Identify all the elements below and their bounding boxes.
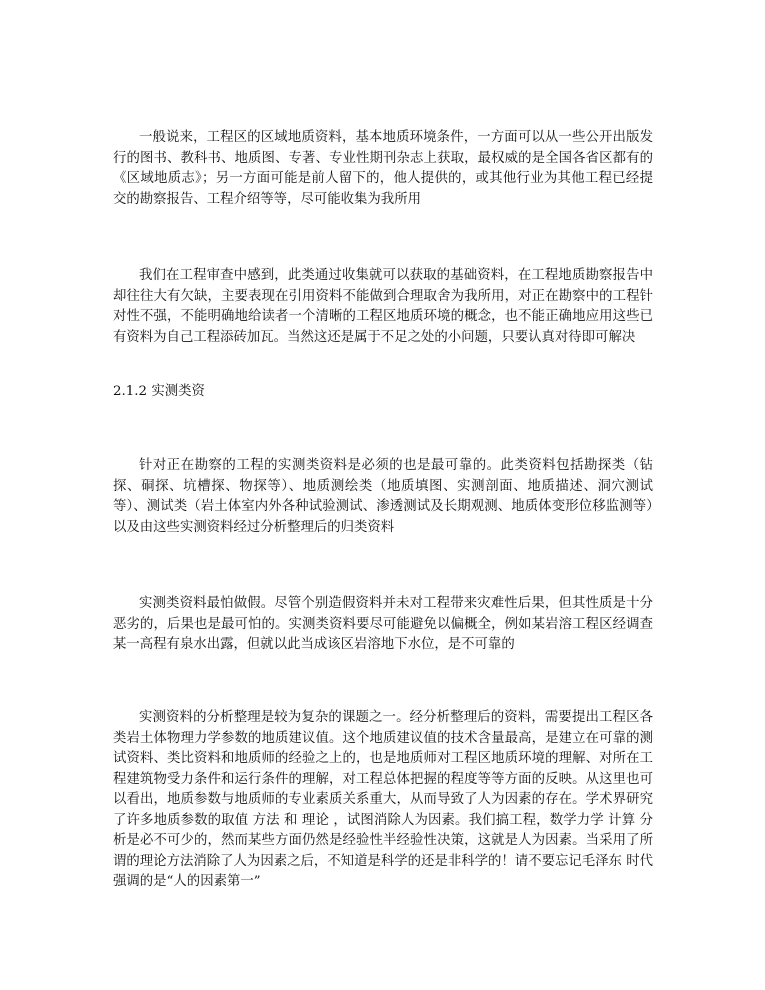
paragraph-regional-data: 一般说来，工程区的区域地质资料，基本地质环境条件，一方面可以从一些公开出版发行的图书、教科书、地质图、专著、专业性期刊杂志上获取，最权威的是全国各省区都有的《区域地质志》；另一方面可能是前人留下的，他人提供的，或其他行业为其他工程已经提交的勘察报告、工程介绍等等，尽可能收集为我所用 xyxy=(113,130,653,207)
section-heading: 2.1.2 实测类资 xyxy=(113,384,205,399)
paragraph-measured-data: 针对正在勘察的工程的实测类资料是必须的也是最可靠的。此类资料包括勘探类（钻探、硐探、坑槽探、物探等）、地质测绘类（地质填图、实测剖面、地质描述、洞穴测试等）、测试类（岩土体室内外各种试验测试、渗透测试及长期观测、地质体变形位移监测等）以及由这些实测资料经过分析整理后的归类资料 xyxy=(113,458,653,535)
paragraph-analysis: 实测资料的分析整理是较为复杂的课题之一。经分析整理后的资料，需要提出工程区各类岩土体物理力学参数的地质建议值。这个地质建议值的技术含量最高，是建立在可靠的测试资料、类比资料和地质师的经验之上的，也是地质师对工程区地质环境的理解、对所在工程建筑物受力条件和运行条件的理解，对工程总体把握的程度等等方面的反映。从这里也可以看出，地质参数与地质师的专业素质关系重大，从而导致了人为因素的存在。学术界研究了许多地质参数的取值 方法 和 理论 ，试图消除人为因素。我们搞工程，数学力学 计算 分析是必不可少的，然而某些方面仍然是经验性半经验性决策，这就是人为因素。当采用了所谓的理论方法消除了人为因素之后，不知道是科学的还是非科学的！请不要忘记毛泽东 时代 强调的是“人的因素第一” xyxy=(113,710,653,889)
paragraph-review-findings: 我们在工程审查中感到，此类通过收集就可以获取的基础资料，在工程地质勘察报告中却往往大有欠缺，主要表现在引用资料不能做到合理取舍为我所用，对正在勘察中的工程针对性不强，不能明确地给读者一个清晰的工程区地质环境的概念，也不能正确地应用这些已有资料为自己工程添砖加瓦。当然这还是属于不足之处的小问题，只要认真对待即可解决 xyxy=(113,268,653,345)
paragraph-falsification: 实测类资料最怕做假。尽管个别造假资料并未对工程带来灾难性后果，但其性质是十分恶劣的，后果也是最可怕的。实测类资料要尽可能避免以偏概全，例如某岩溶工程区经调查某一高程有泉水出露，但就以此当成该区岩溶地下水位，是不可靠的 xyxy=(113,596,653,652)
